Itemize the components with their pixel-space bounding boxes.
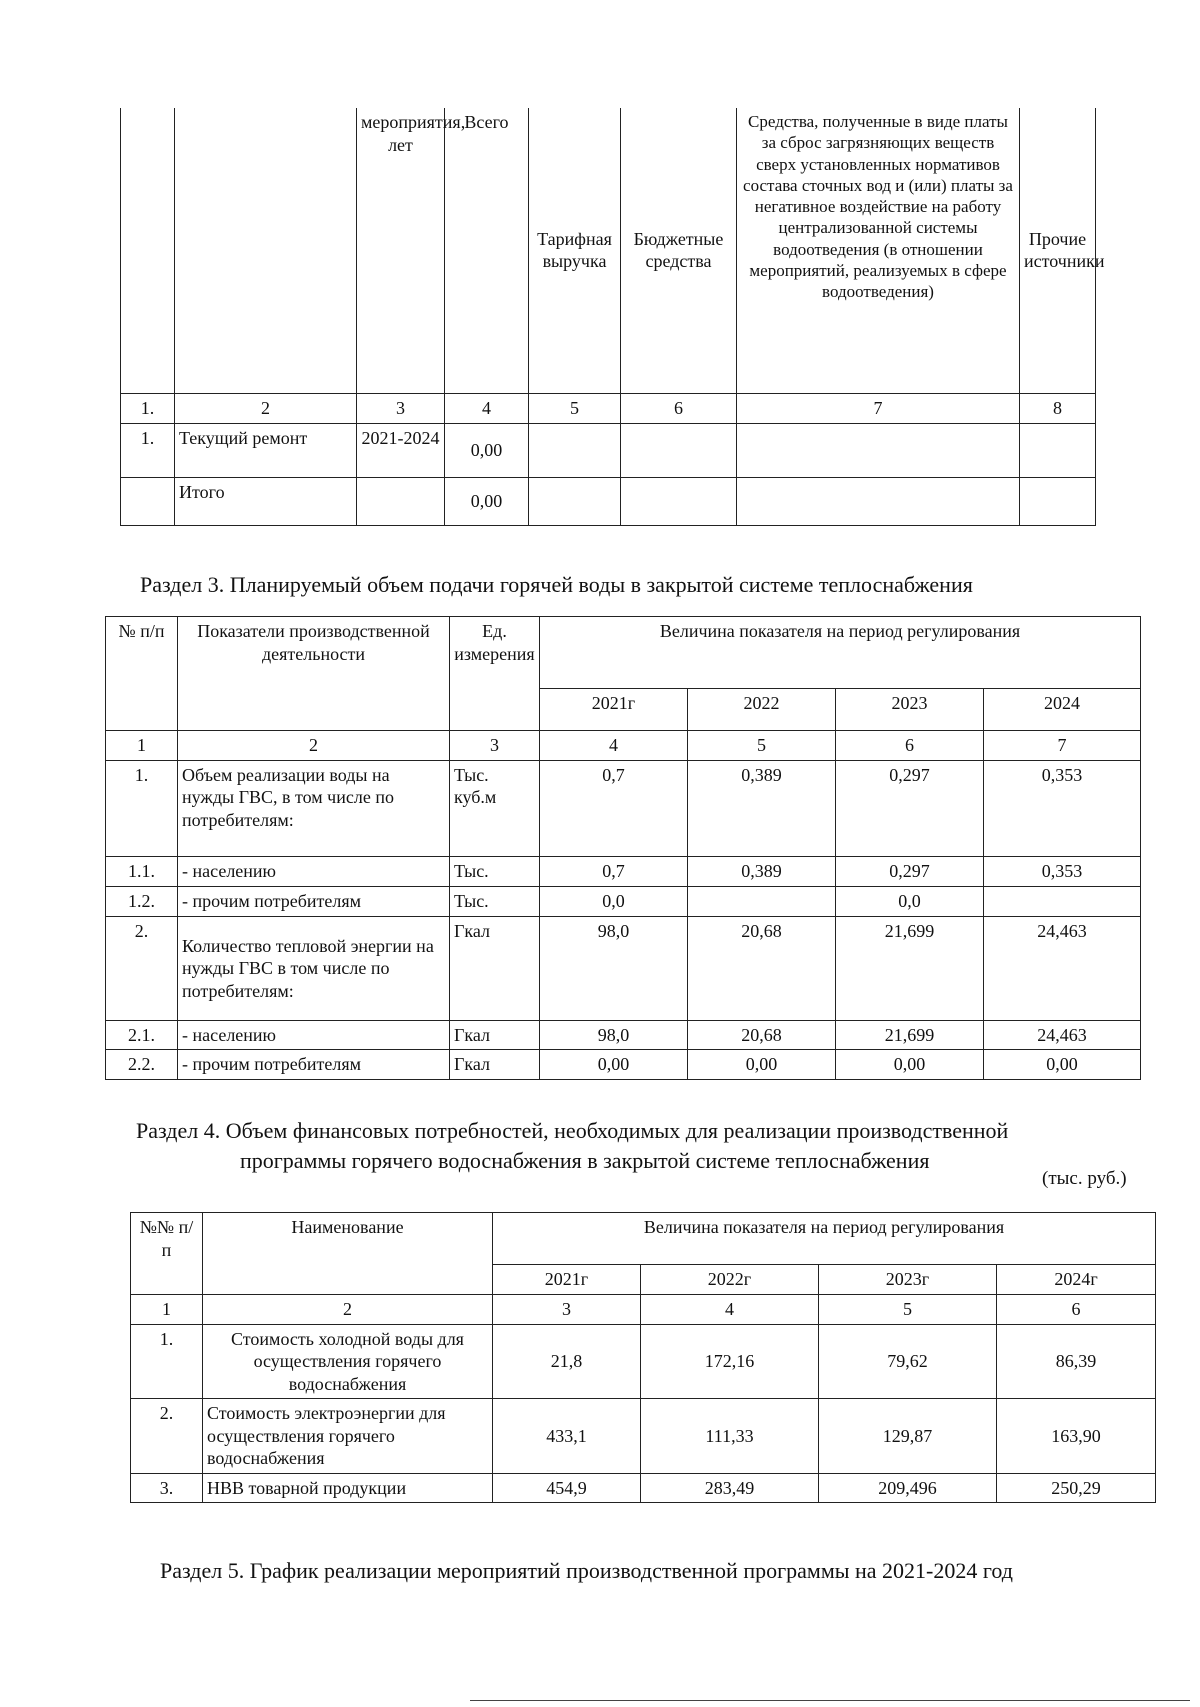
header-period: Величина показателя на период регулирования <box>540 617 1141 689</box>
row-value: 0,00 <box>984 1050 1141 1080</box>
section4-title-line1: Раздел 4. Объем финансовых потребностей, необходимых для реализации производственной <box>136 1118 1009 1143</box>
row-value: 283,49 <box>641 1473 819 1503</box>
row-name: - населению <box>178 856 450 886</box>
header-blank-num <box>121 108 175 393</box>
row-number: 1.1. <box>106 856 178 886</box>
col-number: 4 <box>641 1295 819 1325</box>
row-name: НВВ товарной продукции <box>203 1473 493 1503</box>
row-name: Текущий ремонт <box>175 423 357 477</box>
row-number: 1. <box>106 760 178 856</box>
row-value: 163,90 <box>997 1399 1156 1474</box>
header-year: 2021г <box>493 1265 641 1295</box>
hot-water-volume-table <box>105 616 1141 1080</box>
row-value: 21,699 <box>836 916 984 1020</box>
row-number: 2.2. <box>106 1050 178 1080</box>
row-value: 129,87 <box>819 1399 997 1474</box>
row-value <box>984 886 1141 916</box>
table-row <box>121 477 1096 525</box>
row-value: 0,7 <box>540 760 688 856</box>
col-number: 8 <box>1020 393 1096 423</box>
header-year: 2022 <box>688 689 836 731</box>
header-budget: Бюджетные средства <box>621 108 737 393</box>
col-number: 6 <box>836 731 984 761</box>
row-value: 0,00 <box>688 1050 836 1080</box>
col-number: 2 <box>203 1295 493 1325</box>
row-value: 98,0 <box>540 1020 688 1050</box>
table-row <box>106 760 1141 856</box>
header-year: 2024 <box>984 689 1141 731</box>
header-period: Величина показателя на период регулирования <box>493 1213 1156 1265</box>
row-name: - прочим потребителям <box>178 1050 450 1080</box>
col-number: 3 <box>493 1295 641 1325</box>
row-total: 0,00 <box>445 477 529 525</box>
row-empty <box>737 477 1020 525</box>
row-number: 2. <box>106 916 178 1020</box>
row-value: 0,00 <box>540 1050 688 1080</box>
bottom-rule <box>470 1700 1190 1701</box>
row-unit: Тыс. <box>450 856 540 886</box>
col-number: 1 <box>131 1295 203 1325</box>
row-name: - населению <box>178 1020 450 1050</box>
row-name: Объем реализации воды на нужды ГВС, в том числе по потребителям: <box>178 760 450 856</box>
row-unit: Тыс. <box>450 886 540 916</box>
row-value: 433,1 <box>493 1399 641 1474</box>
row-unit: Гкал <box>450 1020 540 1050</box>
table-row <box>106 856 1141 886</box>
header-other: Прочие источники <box>1020 108 1096 393</box>
table-row <box>131 1324 1156 1399</box>
col-number: 5 <box>529 393 621 423</box>
row-unit: Тыс. куб.м <box>450 760 540 856</box>
row-name: Итого <box>175 477 357 525</box>
header-num: №№ п/п <box>131 1213 203 1295</box>
header-year: 2024г <box>997 1265 1156 1295</box>
row-value: 209,496 <box>819 1473 997 1503</box>
header-fees: Средства, полученные в виде платы за сброс загрязняющих веществ сверх установленных нормативов состава сточных вод и (или) платы за негативное воздействие на работу централизованной системы водоотведения (в отношении мероприятий, реализуемых в сфере водоотведения) <box>737 108 1020 393</box>
header-blank-name <box>175 108 357 393</box>
col-number: 6 <box>621 393 737 423</box>
row-value: 0,297 <box>836 760 984 856</box>
section4-title-line2: программы горячего водоснабжения в закрытой системе теплоснабжения <box>240 1148 930 1173</box>
col-number: 6 <box>997 1295 1156 1325</box>
row-name: Количество тепловой энергии на нужды ГВС в том числе по потребителям: <box>178 916 450 1020</box>
row-empty <box>621 477 737 525</box>
row-value: 24,463 <box>984 1020 1141 1050</box>
col-number: 4 <box>540 731 688 761</box>
header-year: 2021г <box>540 689 688 731</box>
row-total: 0,00 <box>445 423 529 477</box>
row-value: 0,353 <box>984 856 1141 886</box>
header-total: Всего <box>445 108 529 393</box>
row-empty <box>1020 423 1096 477</box>
row-value: 0,7 <box>540 856 688 886</box>
row-empty <box>737 423 1020 477</box>
col-number: 7 <box>984 731 1141 761</box>
row-empty <box>529 477 621 525</box>
row-value: 0,00 <box>836 1050 984 1080</box>
row-name: Стоимость электроэнергии для осуществления горячего водоснабжения <box>203 1399 493 1474</box>
table-row <box>106 916 1141 1020</box>
row-value <box>688 886 836 916</box>
row-value: 86,39 <box>997 1324 1156 1399</box>
col-number: 1. <box>121 393 175 423</box>
table-row <box>121 423 1096 477</box>
col-number: 5 <box>688 731 836 761</box>
col-number: 2 <box>175 393 357 423</box>
header-name: Наименование <box>203 1213 493 1295</box>
row-number: 2. <box>131 1399 203 1474</box>
col-number: 1 <box>106 731 178 761</box>
col-number: 7 <box>737 393 1020 423</box>
header-num: № п/п <box>106 617 178 731</box>
row-value: 21,8 <box>493 1324 641 1399</box>
header-year: 2023 <box>836 689 984 731</box>
row-value: 454,9 <box>493 1473 641 1503</box>
table-row <box>106 1050 1141 1080</box>
table-row <box>131 1473 1156 1503</box>
row-number: 2.1. <box>106 1020 178 1050</box>
row-number: 1. <box>121 423 175 477</box>
col-number: 3 <box>357 393 445 423</box>
row-period <box>357 477 445 525</box>
header-year: 2022г <box>641 1265 819 1295</box>
row-value: 111,33 <box>641 1399 819 1474</box>
header-period: мероприятия, лет <box>357 108 445 393</box>
col-number: 2 <box>178 731 450 761</box>
row-value: 79,62 <box>819 1324 997 1399</box>
row-value: 20,68 <box>688 916 836 1020</box>
row-value: 24,463 <box>984 916 1141 1020</box>
row-value: 0,297 <box>836 856 984 886</box>
row-period: 2021-2024 <box>357 423 445 477</box>
table-row <box>106 1020 1141 1050</box>
row-unit: Гкал <box>450 916 540 1020</box>
row-value: 0,353 <box>984 760 1141 856</box>
col-number: 3 <box>450 731 540 761</box>
header-tariff: Тарифная выручка <box>529 108 621 393</box>
header-unit: Ед. измерения <box>450 617 540 731</box>
header-year: 2023г <box>819 1265 997 1295</box>
table-row <box>106 886 1141 916</box>
row-number: 1. <box>131 1324 203 1399</box>
unit-note: (тыс. руб.) <box>1042 1168 1127 1189</box>
row-empty <box>529 423 621 477</box>
section5-title: Раздел 5. График реализации мероприятий производственной программы на 2021-2024 год <box>160 1558 1013 1583</box>
col-number: 5 <box>819 1295 997 1325</box>
row-value: 0,0 <box>540 886 688 916</box>
financial-needs-table <box>130 1212 1156 1503</box>
row-unit: Гкал <box>450 1050 540 1080</box>
section3-title: Раздел 3. Планируемый объем подачи горячей воды в закрытой системе теплоснабжения <box>140 572 973 597</box>
financing-sources-table <box>120 108 1105 526</box>
row-name: - прочим потребителям <box>178 886 450 916</box>
table-row <box>131 1399 1156 1474</box>
row-number: 3. <box>131 1473 203 1503</box>
row-value: 250,29 <box>997 1473 1156 1503</box>
row-number: 1.2. <box>106 886 178 916</box>
row-number <box>121 477 175 525</box>
row-value: 0,0 <box>836 886 984 916</box>
row-name: Стоимость холодной воды для осуществления горячего водоснабжения <box>203 1324 493 1399</box>
row-value: 0,389 <box>688 856 836 886</box>
row-value: 172,16 <box>641 1324 819 1399</box>
header-indicator: Показатели производственной деятельности <box>178 617 450 731</box>
row-empty <box>621 423 737 477</box>
row-value: 98,0 <box>540 916 688 1020</box>
col-number: 4 <box>445 393 529 423</box>
row-empty <box>1020 477 1096 525</box>
row-value: 0,389 <box>688 760 836 856</box>
row-value: 21,699 <box>836 1020 984 1050</box>
row-value: 20,68 <box>688 1020 836 1050</box>
